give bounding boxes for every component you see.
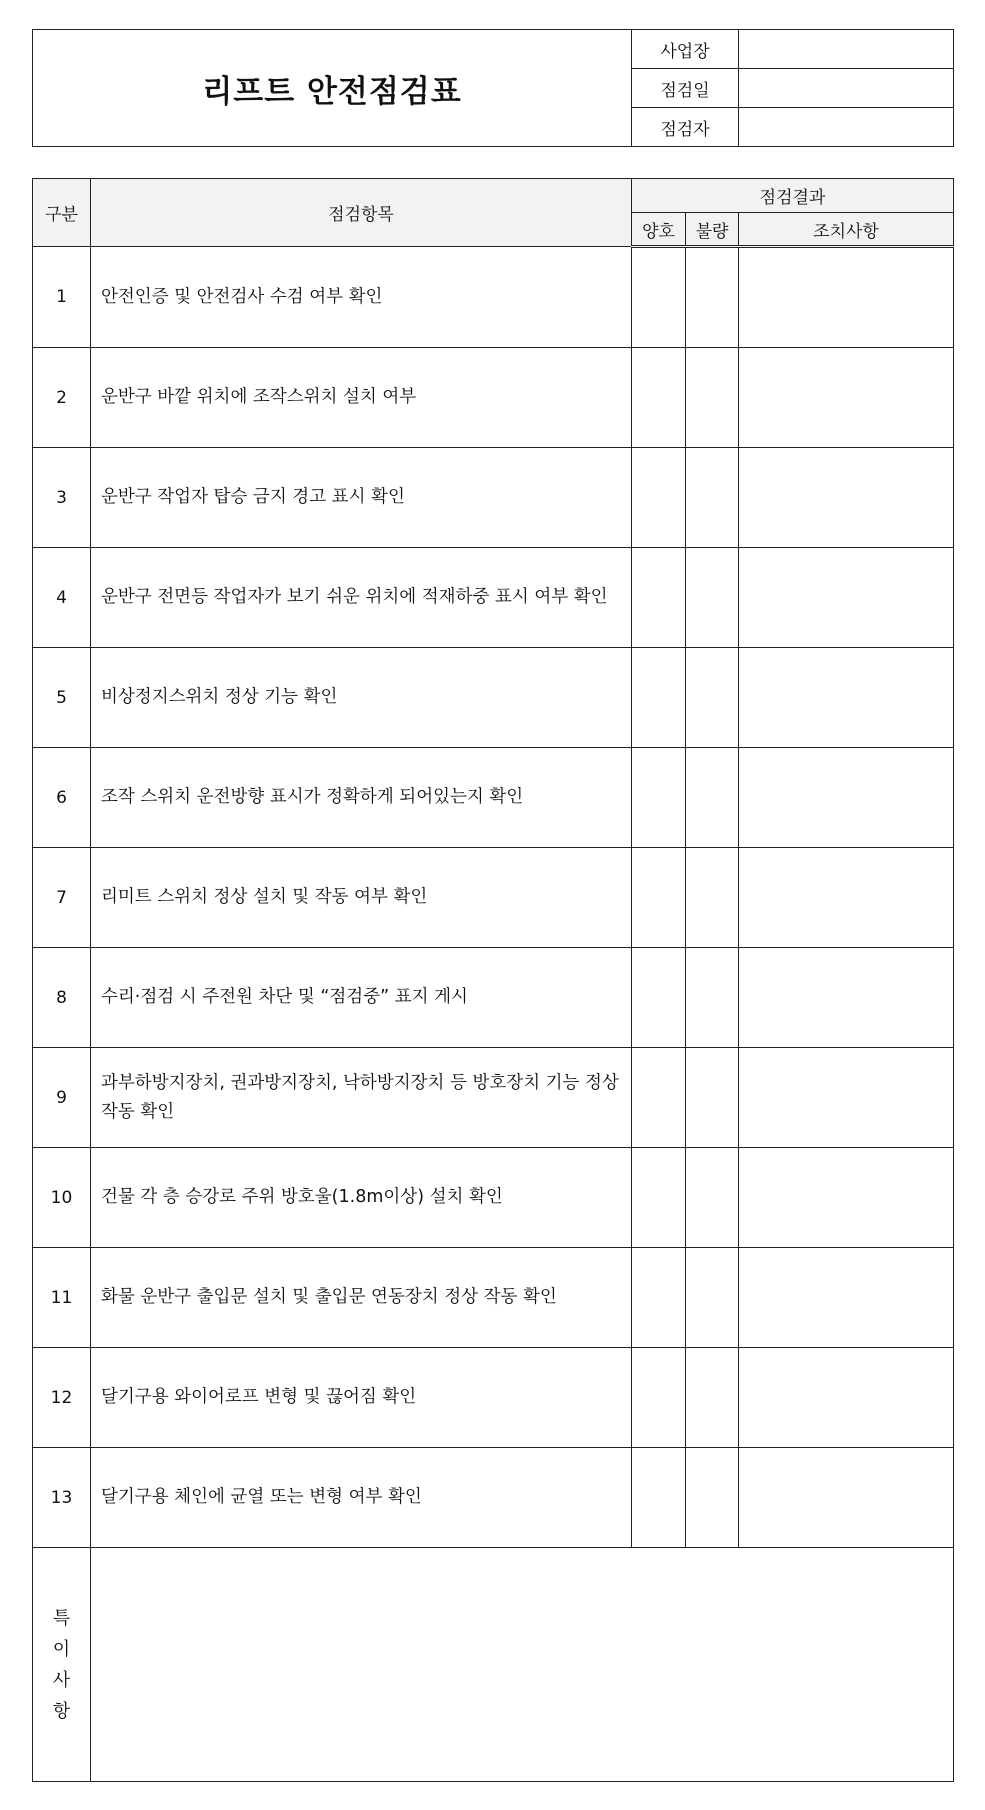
table-row bbox=[33, 1048, 954, 1148]
inspection-date-value[interactable] bbox=[739, 69, 954, 108]
bad-cell[interactable] bbox=[686, 1248, 739, 1348]
row-item-text: 안전인증 및 안전검사 수검 여부 확인 bbox=[91, 247, 632, 348]
row-item-text: 화물 운반구 출입문 설치 및 출입문 연동장치 정상 작동 확인 bbox=[91, 1248, 632, 1348]
action-cell[interactable] bbox=[739, 1148, 954, 1248]
notes-label-char: 사 bbox=[52, 1669, 71, 1691]
table-row bbox=[33, 348, 954, 448]
table-row bbox=[33, 1448, 954, 1548]
good-cell[interactable] bbox=[632, 1248, 686, 1348]
row-number: 3 bbox=[33, 448, 91, 548]
notes-row bbox=[33, 1548, 954, 1782]
table-row bbox=[33, 247, 954, 348]
row-item-text: 비상정지스위치 정상 기능 확인 bbox=[91, 648, 632, 748]
table-row bbox=[33, 948, 954, 1048]
row-number: 4 bbox=[33, 548, 91, 648]
row-number: 11 bbox=[33, 1248, 91, 1348]
action-cell[interactable] bbox=[739, 1348, 954, 1448]
row-item-text: 수리·점검 시 주전원 차단 및 “점검중” 표지 게시 bbox=[91, 948, 632, 1048]
good-cell[interactable] bbox=[632, 948, 686, 1048]
item-header: 점검항목 bbox=[91, 179, 632, 247]
action-cell[interactable] bbox=[739, 1448, 954, 1548]
row-number: 10 bbox=[33, 1148, 91, 1248]
inspector-value[interactable] bbox=[739, 108, 954, 147]
checklist-table bbox=[32, 178, 954, 1782]
bad-cell[interactable] bbox=[686, 648, 739, 748]
row-item-text: 건물 각 층 승강로 주위 방호울(1.8m이상) 설치 확인 bbox=[91, 1148, 632, 1248]
bad-cell[interactable] bbox=[686, 548, 739, 648]
action-cell[interactable] bbox=[739, 648, 954, 748]
row-item-text: 달기구용 와이어로프 변형 및 끊어짐 확인 bbox=[91, 1348, 632, 1448]
table-row bbox=[33, 1348, 954, 1448]
table-row bbox=[33, 1148, 954, 1248]
row-number: 9 bbox=[33, 1048, 91, 1148]
bad-cell[interactable] bbox=[686, 1048, 739, 1148]
table-row bbox=[33, 548, 954, 648]
notes-label-char: 특 bbox=[52, 1607, 71, 1629]
table-row bbox=[33, 648, 954, 748]
notes-content[interactable] bbox=[91, 1548, 954, 1782]
table-row bbox=[33, 848, 954, 948]
good-cell[interactable] bbox=[632, 648, 686, 748]
row-number: 12 bbox=[33, 1348, 91, 1448]
row-item-text: 리미트 스위치 정상 설치 및 작동 여부 확인 bbox=[91, 848, 632, 948]
bad-cell[interactable] bbox=[686, 948, 739, 1048]
action-cell[interactable] bbox=[739, 848, 954, 948]
action-cell[interactable] bbox=[739, 548, 954, 648]
good-cell[interactable] bbox=[632, 1448, 686, 1548]
inspection-date-label: 점검일 bbox=[632, 69, 739, 108]
row-number: 5 bbox=[33, 648, 91, 748]
good-cell[interactable] bbox=[632, 1048, 686, 1148]
row-number: 8 bbox=[33, 948, 91, 1048]
good-cell[interactable] bbox=[632, 848, 686, 948]
row-number: 1 bbox=[33, 247, 91, 348]
bad-cell[interactable] bbox=[686, 448, 739, 548]
good-cell[interactable] bbox=[632, 548, 686, 648]
notes-label-char: 항 bbox=[52, 1700, 71, 1722]
notes-label-char: 이 bbox=[52, 1638, 71, 1660]
site-label: 사업장 bbox=[632, 30, 739, 69]
action-cell[interactable] bbox=[739, 748, 954, 848]
result-header: 점검결과 bbox=[632, 179, 954, 213]
good-cell[interactable] bbox=[632, 748, 686, 848]
action-cell[interactable] bbox=[739, 948, 954, 1048]
bad-cell[interactable] bbox=[686, 247, 739, 348]
good-cell[interactable] bbox=[632, 448, 686, 548]
action-cell[interactable] bbox=[739, 1248, 954, 1348]
site-value[interactable] bbox=[739, 30, 954, 69]
good-cell[interactable] bbox=[632, 348, 686, 448]
row-number: 13 bbox=[33, 1448, 91, 1548]
category-header: 구분 bbox=[33, 179, 91, 247]
bad-header: 불량 bbox=[686, 213, 739, 247]
bad-cell[interactable] bbox=[686, 848, 739, 948]
action-cell[interactable] bbox=[739, 1048, 954, 1148]
good-cell[interactable] bbox=[632, 1148, 686, 1248]
row-number: 7 bbox=[33, 848, 91, 948]
bad-cell[interactable] bbox=[686, 748, 739, 848]
document-title: 리프트 안전점검표 bbox=[33, 30, 632, 147]
action-header: 조치사항 bbox=[739, 213, 954, 247]
row-item-text: 운반구 전면등 작업자가 보기 쉬운 위치에 적재하중 표시 여부 확인 bbox=[91, 548, 632, 648]
table-row bbox=[33, 1248, 954, 1348]
bad-cell[interactable] bbox=[686, 1148, 739, 1248]
row-number: 2 bbox=[33, 348, 91, 448]
bad-cell[interactable] bbox=[686, 348, 739, 448]
header-table bbox=[32, 29, 954, 147]
row-item-text: 운반구 바깥 위치에 조작스위치 설치 여부 bbox=[91, 348, 632, 448]
action-cell[interactable] bbox=[739, 247, 954, 348]
table-row bbox=[33, 448, 954, 548]
inspector-label: 점검자 bbox=[632, 108, 739, 147]
good-cell[interactable] bbox=[632, 247, 686, 348]
good-cell[interactable] bbox=[632, 1348, 686, 1448]
bad-cell[interactable] bbox=[686, 1348, 739, 1448]
row-number: 6 bbox=[33, 748, 91, 848]
bad-cell[interactable] bbox=[686, 1448, 739, 1548]
action-cell[interactable] bbox=[739, 348, 954, 448]
row-item-text: 조작 스위치 운전방향 표시가 정확하게 되어있는지 확인 bbox=[91, 748, 632, 848]
row-item-text: 운반구 작업자 탑승 금지 경고 표시 확인 bbox=[91, 448, 632, 548]
notes-label bbox=[33, 1548, 91, 1782]
table-row bbox=[33, 748, 954, 848]
action-cell[interactable] bbox=[739, 448, 954, 548]
row-item-text: 과부하방지장치, 권과방지장치, 낙하방지장치 등 방호장치 기능 정상작동 확인 bbox=[91, 1048, 632, 1148]
row-item-text: 달기구용 체인에 균열 또는 변형 여부 확인 bbox=[91, 1448, 632, 1548]
good-header: 양호 bbox=[632, 213, 686, 247]
